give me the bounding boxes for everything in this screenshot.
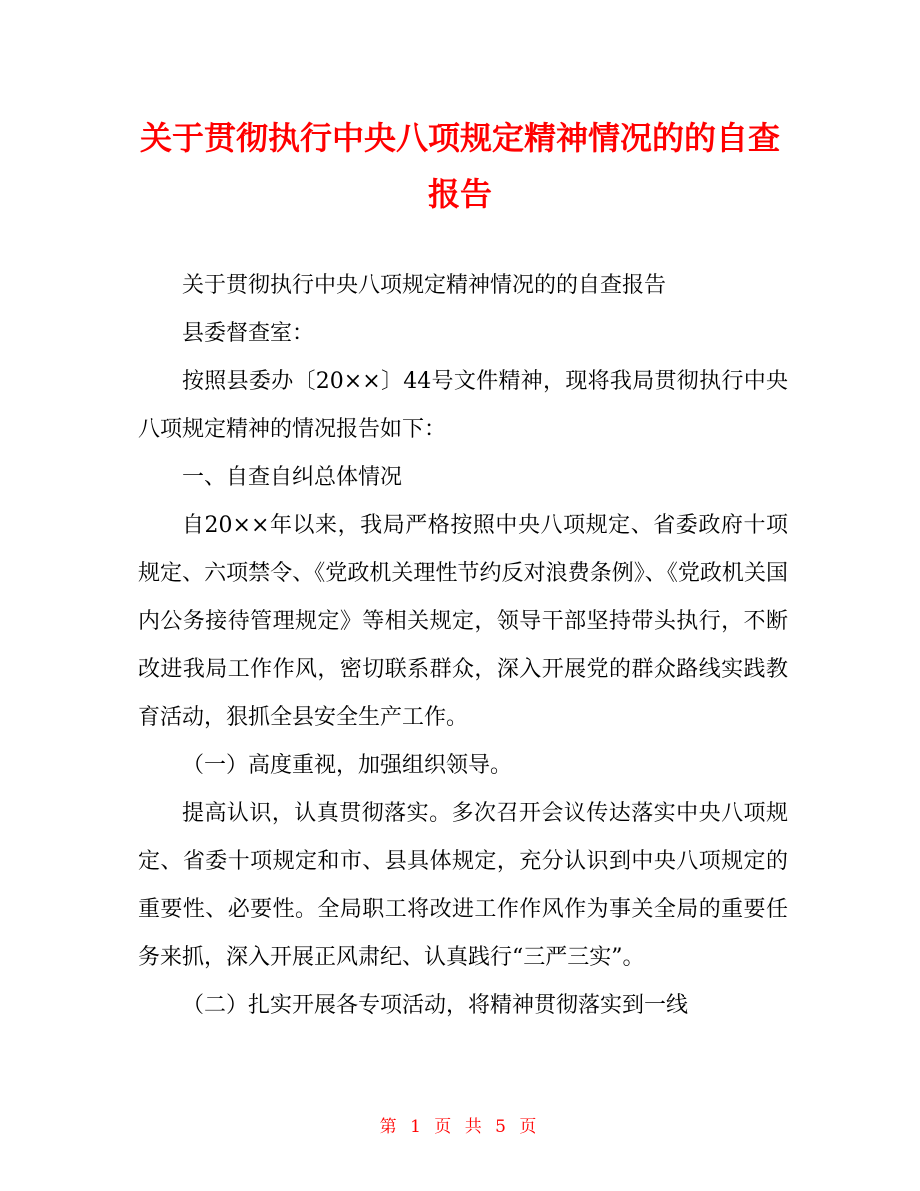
paragraph-overview: 自20××年以来，我局严格按照中央八项规定、省委政府十项规定、六项禁令、《党政机关理性节约反对浪费条例》、《党政机关国内公务接待管理规定》等相关规定，领导干部坚持带头执行，不断改进我局工作作风，密切联系群众，深入开展党的群众路线实践教育活动，狠抓全县安全生产工作。: [138, 513, 788, 730]
paragraph-addressee: 县委督查室：: [182, 321, 315, 346]
paragraph-intro: 按照县委办〔20××〕44号文件精神，现将我局贯彻执行中央八项规定精神的情况报告如下：: [138, 369, 788, 442]
document-body: [138, 262, 788, 1030]
paragraph-heading: 关于贯彻执行中央八项规定精神情况的的自查报告: [182, 273, 667, 298]
document-title-line-1: 关于贯彻执行中央八项规定精神情况的的自查: [139, 119, 780, 157]
document-title-line-2: 报告: [427, 175, 492, 213]
paragraph-awareness: 提高认识，认真贯彻落实。多次召开会议传达落实中央八项规定、省委十项规定和市、县具体规定，充分认识到中央八项规定的重要性、必要性。全局职工将改进工作作风作为事关全局的重要任务来抓，深入开展正风肃纪、认真践行“三严三实”。: [138, 801, 788, 970]
subsection-heading-2: （二）扎实开展各专项活动，将精神贯彻落实到一线: [182, 993, 689, 1018]
page-footer: 第 1 页 共 5 页: [379, 1117, 541, 1137]
section-heading-1: 一、自查自纠总体情况: [182, 465, 403, 490]
subsection-heading-1: （一）高度重视，加强组织领导。: [182, 753, 513, 778]
